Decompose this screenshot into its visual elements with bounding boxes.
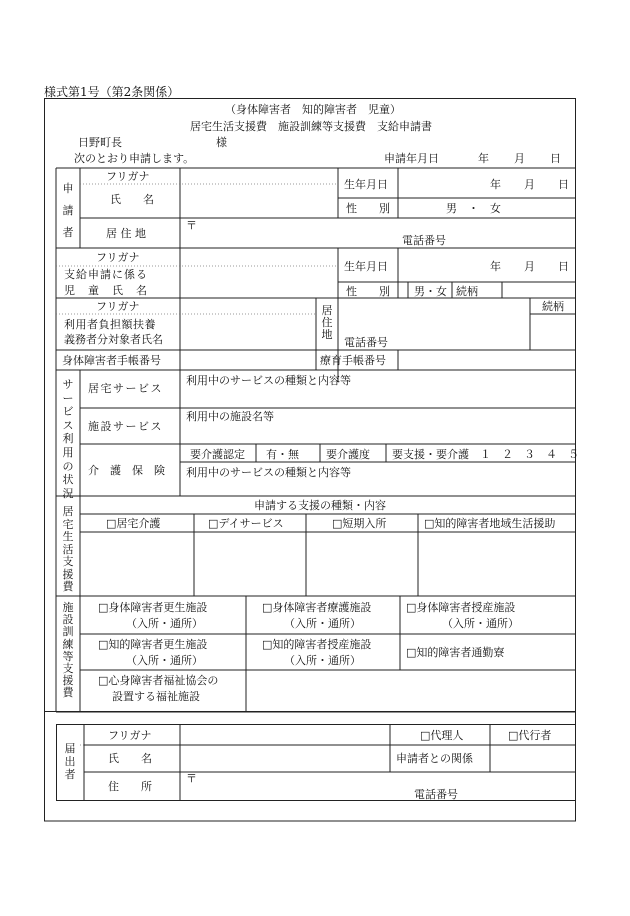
- application-date-label: 申請年月日: [384, 152, 439, 165]
- applicant-birth-day: 日: [558, 178, 569, 191]
- service-usage-side-label: サービス利用の状況: [62, 378, 74, 500]
- addressee: 日野町長: [78, 136, 122, 149]
- applicant-furigana-label: フリガナ: [106, 170, 150, 183]
- option-intellectual-rehab-sub: （入所・通所）: [126, 654, 203, 667]
- obligor-relation-label: 続柄: [542, 300, 564, 313]
- option-welfare-association-2: 設置する福祉施設: [112, 690, 200, 703]
- applicant-birth-label: 生年月日: [344, 178, 388, 191]
- home-service-detail-label: 利用中のサービスの種類と内容等: [186, 374, 351, 387]
- notifier-postal-mark: 〒: [186, 772, 197, 785]
- applicant-sex-label: 性 別: [346, 202, 390, 215]
- notifier-phone-label: 電話番号: [414, 788, 458, 801]
- option-day-service[interactable]: □デイサービス: [208, 517, 284, 530]
- option-physical-rehab-sub: （入所・通所）: [126, 617, 203, 630]
- home-support-header: 申請する支援の種類・内容: [254, 499, 386, 512]
- applicant-name-label: 氏 名: [110, 193, 154, 206]
- child-relation-label: 続柄: [456, 285, 478, 298]
- applicant-side-label: 申請者: [62, 182, 74, 239]
- care-level-value: 要支援・要介護 １ ２ ３ ４ ５: [392, 448, 579, 461]
- obligor-name-label-1: 利用者負担額扶養: [64, 318, 156, 331]
- applicant-birth-month: 月: [524, 178, 535, 191]
- notifier-relation-label: 申請者との関係: [396, 752, 473, 765]
- option-welfare-association-1[interactable]: □心身障害者福祉協会の: [98, 674, 219, 687]
- child-birth-month: 月: [524, 260, 535, 273]
- option-physical-workshop-sub: （入所・通所）: [442, 617, 519, 630]
- option-intellectual-commuter-dorm[interactable]: □知的障害者通勤寮: [406, 646, 505, 659]
- obligor-phone-label: 電話番号: [344, 336, 388, 349]
- application-date-day: 日: [550, 152, 561, 165]
- notifier-name-label: 氏 名: [108, 752, 152, 765]
- option-home-care[interactable]: □居宅介護: [106, 517, 161, 530]
- child-birth-label: 生年月日: [344, 260, 388, 273]
- option-community-living[interactable]: □知的障害者地域生活援助: [424, 517, 556, 530]
- obligor-residence-label: 居住地: [321, 304, 333, 341]
- facility-service-label: 施設サービス: [88, 420, 163, 433]
- child-birth-year: 年: [490, 260, 501, 273]
- applicant-birth-year: 年: [490, 178, 501, 191]
- rehab-handbook-label: 療育手帳番号: [320, 354, 386, 367]
- notifier-proxy-option[interactable]: □代理人: [420, 729, 464, 742]
- care-cert-label: 要介護認定: [190, 448, 245, 461]
- applicant-phone-label: 電話番号: [402, 234, 446, 247]
- care-level-label: 要介護度: [326, 448, 370, 461]
- obligor-furigana-label: フリガナ: [96, 300, 140, 313]
- form-number: 様式第1号（第2条関係）: [44, 85, 180, 99]
- child-sex-value: 男・女: [414, 285, 447, 298]
- option-intellectual-workshop-sub: （入所・通所）: [284, 654, 361, 667]
- physical-handbook-label: 身体障害者手帳番号: [62, 354, 161, 367]
- option-intellectual-workshop[interactable]: □知的障害者授産施設: [262, 638, 372, 651]
- child-name-label-2: 児 童 氏 名: [64, 284, 148, 297]
- application-date-year: 年: [478, 152, 489, 165]
- notifier-side-label: 届出者: [64, 742, 76, 781]
- notifier-furigana-label: フリガナ: [108, 729, 152, 742]
- care-service-detail-label: 利用中のサービスの種類と内容等: [186, 466, 351, 479]
- care-cert-value: 有・無: [266, 448, 299, 461]
- facility-support-side-label: 施設訓練等支援費: [62, 601, 74, 700]
- form-title-line1: （身体障害者 知的障害者 児童）: [225, 103, 401, 116]
- option-physical-workshop[interactable]: □身体障害者授産施設: [406, 601, 516, 614]
- option-short-stay[interactable]: □短期入所: [332, 517, 387, 530]
- home-service-label: 居宅サービス: [88, 382, 163, 395]
- option-physical-nursing[interactable]: □身体障害者療護施設: [262, 601, 372, 614]
- applicant-sex-value: 男 ・ 女: [446, 202, 501, 215]
- child-name-label-1: 支給申請に係る: [64, 268, 148, 281]
- care-insurance-label: 介 護 保 険: [88, 464, 165, 477]
- child-furigana-label: フリガナ: [96, 251, 140, 264]
- applicant-postal-mark: 〒: [186, 219, 197, 232]
- home-support-side-label: 居宅生活支援費: [62, 505, 74, 593]
- notifier-agent-option[interactable]: □代行者: [508, 729, 552, 742]
- child-sex-label: 性 別: [346, 285, 390, 298]
- application-date-month: 月: [514, 152, 525, 165]
- option-physical-rehab[interactable]: □身体障害者更生施設: [98, 601, 208, 614]
- child-birth-day: 日: [558, 260, 569, 273]
- form-title-line2: 居宅生活支援費 施設訓練等支援費 支給申請書: [190, 120, 432, 133]
- applicant-address-label: 居 住 地: [106, 227, 146, 240]
- intro-text: 次のとおり申請します。: [74, 152, 195, 165]
- notifier-address-label: 住 所: [108, 780, 152, 793]
- facility-service-detail-label: 利用中の施設名等: [186, 410, 274, 423]
- obligor-name-label-2: 義務者分対象者氏名: [64, 333, 163, 346]
- option-intellectual-rehab[interactable]: □知的障害者更生施設: [98, 638, 208, 651]
- option-physical-nursing-sub: （入所・通所）: [284, 617, 361, 630]
- honorific: 様: [216, 136, 227, 149]
